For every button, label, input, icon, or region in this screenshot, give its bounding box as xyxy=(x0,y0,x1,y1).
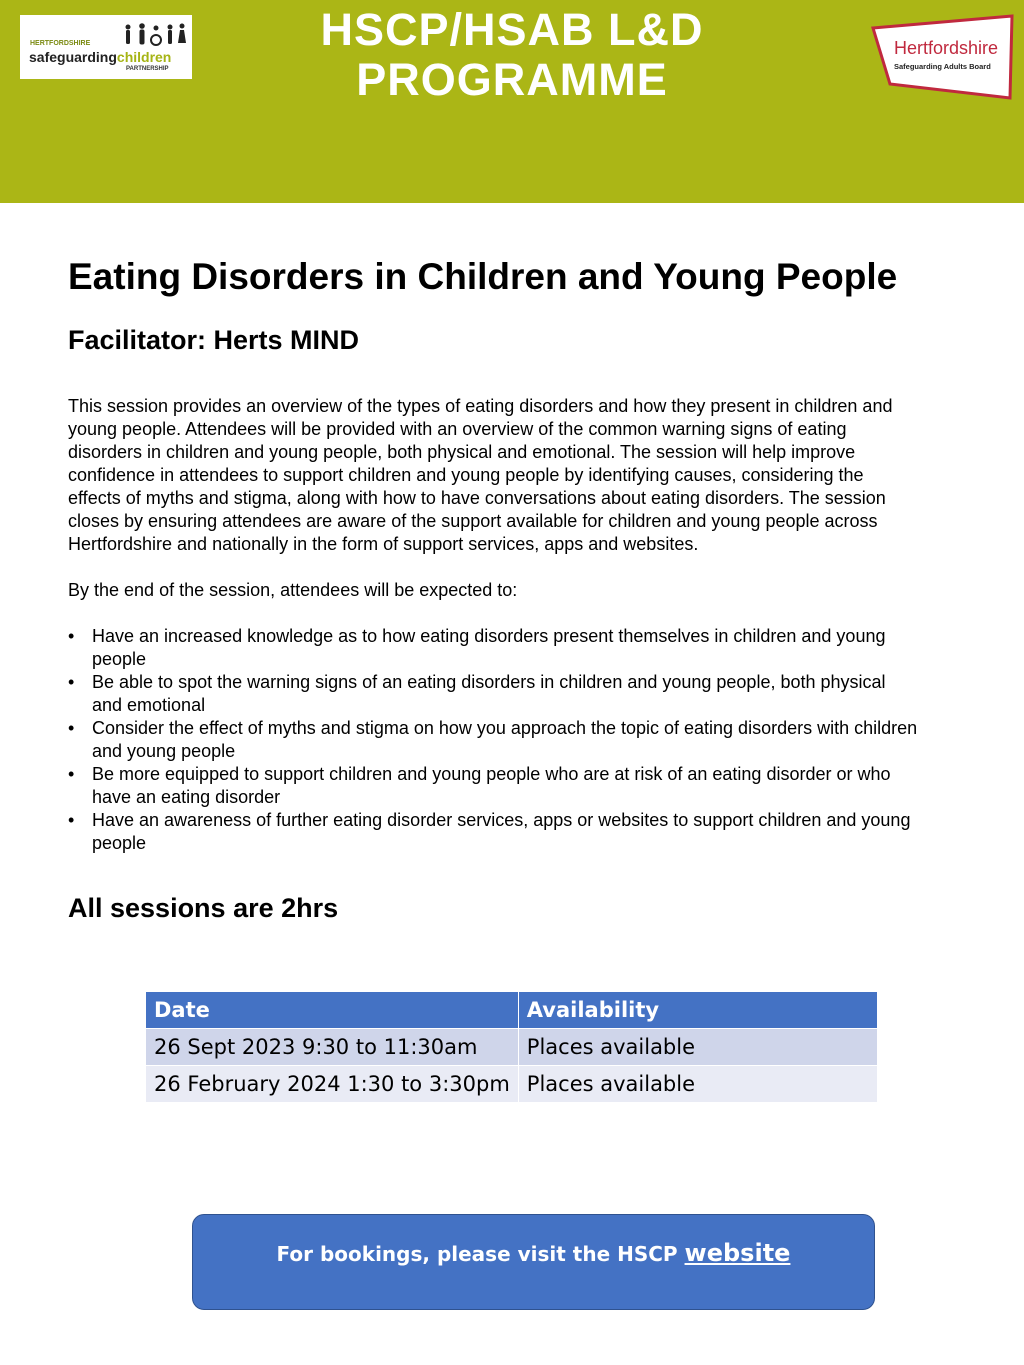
list-item xyxy=(68,809,988,855)
logo-partnership-text: PARTNERSHIP xyxy=(126,66,169,72)
outcome-line: Be more equipped to support children and young people who are at risk of an eating disorder or who xyxy=(92,764,891,784)
session-availability: Places available xyxy=(518,1029,877,1066)
list-item xyxy=(68,625,988,671)
description-line: This session provides an overview of the types of eating disorders and how they present in children and xyxy=(68,396,893,416)
session-date: 26 February 2024 1:30 to 3:30pm xyxy=(146,1066,519,1103)
page-title-line1: HSCP/HSAB L&D xyxy=(320,4,704,55)
outcome-line: and young people xyxy=(92,741,236,761)
course-facilitator: Facilitator: Herts MIND xyxy=(68,325,360,355)
outcome-line: people xyxy=(92,833,147,853)
bullet-icon: • xyxy=(68,764,75,784)
page-title xyxy=(262,5,762,105)
hsab-logo-name: Hertfordshire xyxy=(894,38,999,58)
table-row xyxy=(146,1029,878,1066)
session-date: 26 Sept 2023 9:30 to 11:30am xyxy=(146,1029,519,1066)
hsab-logo-subtitle: Safeguarding Adults Board xyxy=(894,62,991,71)
description-line: effects of myths and stigma, along with how to have conversations about eating disorders. The session xyxy=(68,488,886,508)
session-duration: All sessions are 2hrs xyxy=(68,893,339,923)
table-row xyxy=(146,1066,878,1103)
outcome-line: Have an increased knowledge as to how eating disorders present themselves in children and young xyxy=(92,626,886,646)
outcome-line: Be able to spot the warning signs of an eating disorders in children and young people, both physical xyxy=(92,672,886,692)
bullet-icon: • xyxy=(68,718,75,738)
column-header-availability: Availability xyxy=(518,992,877,1029)
description-line: young people. Attendees will be provided with an overview of the common warning signs of eating xyxy=(68,419,847,439)
outcome-line: people xyxy=(92,649,147,669)
booking-banner xyxy=(192,1214,875,1310)
bullet-icon: • xyxy=(68,672,75,692)
logo-main-a: safeguarding xyxy=(29,49,117,65)
outcome-line: Have an awareness of further eating disorder services, apps or websites to support children and young xyxy=(92,810,911,830)
booking-text xyxy=(193,1239,874,1267)
session-availability: Places available xyxy=(518,1066,877,1103)
booking-label: For bookings, please visit the HSCP xyxy=(276,1242,685,1266)
bullet-icon: • xyxy=(68,626,75,646)
description-line: confidence in attendees to support children and young people by identifying causes, considering the xyxy=(68,465,864,485)
list-item xyxy=(68,671,988,717)
description-line: Hertfordshire and nationally in the form of support services, apps and websites. xyxy=(68,534,699,554)
hscp-logo[interactable] xyxy=(20,15,192,79)
logo-small-text: HERTFORDSHIRE xyxy=(30,40,91,47)
sessions-table xyxy=(145,991,878,1103)
page-title-line2: PROGRAMME xyxy=(356,54,668,105)
outcome-line: and emotional xyxy=(92,695,206,715)
bullet-icon: • xyxy=(68,810,75,830)
list-item xyxy=(68,763,988,809)
logo-main-text xyxy=(29,49,171,65)
list-item xyxy=(68,717,988,763)
description-line: closes by ensuring attendees are aware of the support available for children and young people across xyxy=(68,511,878,531)
outcomes-intro: By the end of the session, attendees will be expected to: xyxy=(68,580,518,600)
table-header-row xyxy=(146,992,878,1029)
outcome-line: Consider the effect of myths and stigma on how you approach the topic of eating disorders with children xyxy=(92,718,918,738)
course-title: Eating Disorders in Children and Young People xyxy=(68,256,898,297)
logo-main-b: children xyxy=(116,49,172,65)
outcomes-list xyxy=(68,625,988,855)
header-banner xyxy=(0,0,1024,203)
outcome-line: have an eating disorder xyxy=(92,787,281,807)
column-header-date: Date xyxy=(146,992,519,1029)
course-description xyxy=(68,395,968,556)
website-link[interactable]: website xyxy=(684,1239,791,1267)
children-silhouettes-icon xyxy=(120,23,188,47)
hsab-logo[interactable] xyxy=(870,14,1015,100)
description-line: disorders in children and young people, both physical and emotional. The session will help improve xyxy=(68,442,856,462)
